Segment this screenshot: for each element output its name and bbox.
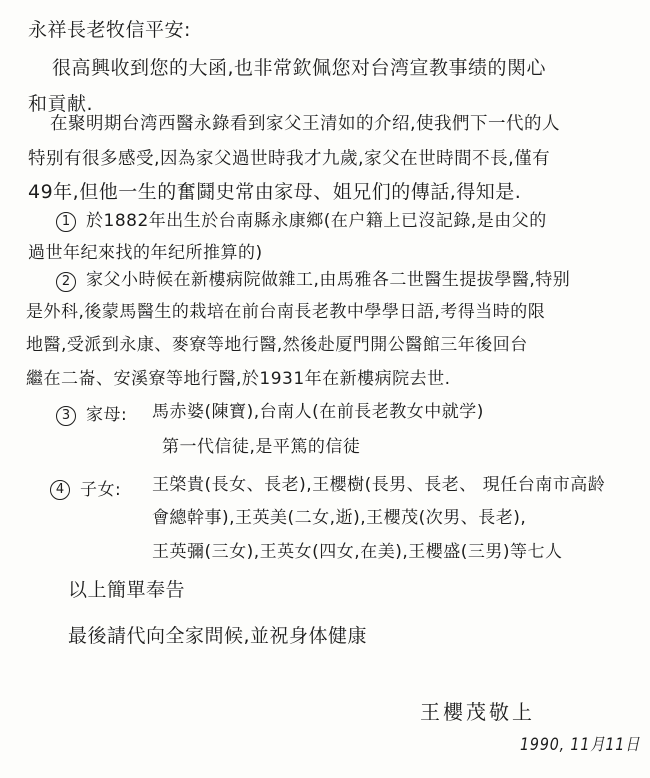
closing-line-2: 最後請代向全家問候,並祝身体健康 (68, 625, 368, 647)
closing-line-1: 以上簡單奉告 (68, 579, 186, 601)
item-4-label: 子女: (80, 480, 122, 500)
signature: 王櫻茂敬上 (420, 700, 535, 724)
item-1-number: 1 (56, 212, 76, 232)
paragraph-2-line-3: 49年,但他一生的奮鬪史常由家母、姐兄们的傳話,得知是. (28, 181, 522, 203)
item-4-number: 4 (50, 480, 70, 500)
item-2-line-1: 家父小時候在新樓病院做雜工,由馬雅各二世醫生提拔學醫,特别 (86, 270, 571, 290)
letter-date: 1990, 11月11日 (520, 735, 641, 755)
paragraph-2-line-2: 特别有很多感受,因為家父過世時我才九歲,家父在世時間不長,僅有 (28, 149, 551, 169)
item-4-line-2: 會總幹事),王英美(二女,逝),王櫻茂(次男、長老), (152, 508, 527, 528)
item-1-line-2: 過世年纪來找的年纪所推算的) (28, 243, 263, 263)
paragraph-2-line-1: 在聚明期台湾西醫永錄看到家父王清如的介绍,使我們下一代的人 (50, 114, 561, 134)
item-4-line-3: 王英彌(三女),王英女(四女,在美),王櫻盛(三男)等七人 (152, 542, 563, 562)
paragraph-1-line-2: 和貢献. (28, 93, 94, 115)
item-2-line-2: 是外科,後蒙馬醫生的栽培在前台南長老教中學學日語,考得当時的限 (26, 302, 546, 322)
item-3-label: 家母: (86, 405, 128, 425)
item-3-line-2: 第一代信徒,是平篤的信徒 (162, 437, 361, 457)
item-1-line-1: 於1882年出生於台南縣永康鄉(在户籍上已沒記錄,是由父的 (86, 211, 547, 231)
paragraph-1-line-1: 很高興收到您的大函,也非常欽佩您对台湾宣教事绩的関心 (52, 57, 547, 79)
item-2-line-4: 繼在二崙、安溪寮等地行醫,於1931年在新樓病院去世. (26, 369, 451, 389)
item-2-line-3: 地醫,受派到永康、麥寮等地行醫,然後赴厦門開公醫館三年後回台 (26, 335, 528, 355)
item-2-number: 2 (56, 272, 76, 292)
letter-greeting: 永祥長老牧信平安: (28, 19, 191, 41)
item-3-number: 3 (56, 406, 76, 426)
item-4-line-1: 王棨貴(長女、長老),王櫻樹(長男、長老、 現任台南市高龄 (152, 475, 606, 495)
item-3-line-1: 馬赤婆(陳寶),台南人(在前長老教女中就学) (152, 402, 484, 422)
